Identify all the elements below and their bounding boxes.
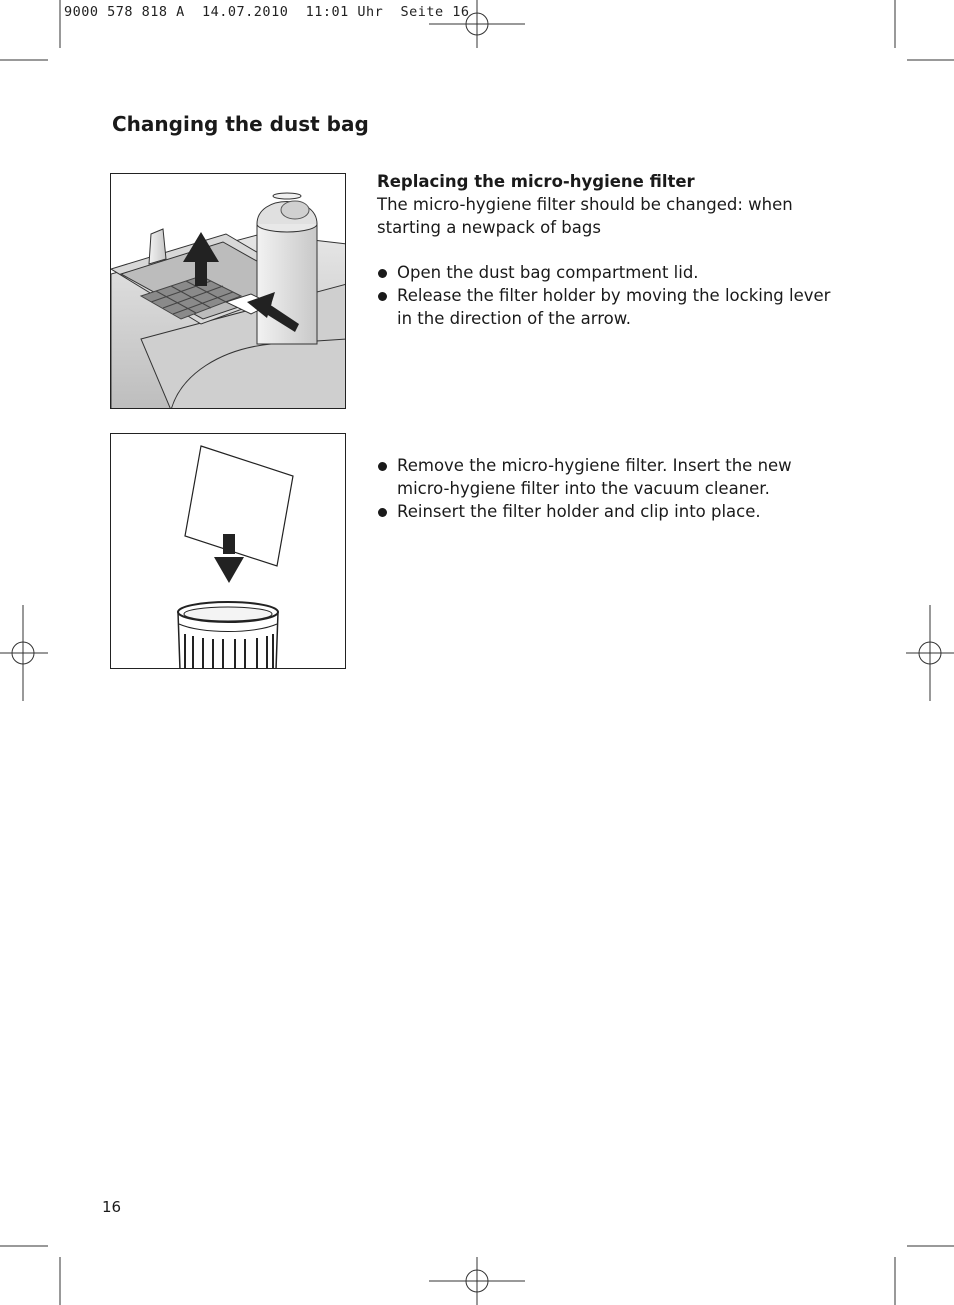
instruction-list: [377, 454, 847, 523]
section-intro: The micro-hygiene filter should be changed: when starting a newpack of bags: [377, 195, 793, 237]
illustration-filter-holder: [110, 173, 346, 409]
print-header: 9000 578 818 A 14.07.2010 11:01 Uhr Seite 16: [64, 4, 470, 20]
list-item: Remove the micro-hygiene filter. Insert the new micro-hygiene filter into the vacuum cleaner.: [377, 454, 847, 500]
instruction-list: [377, 261, 847, 330]
list-item: Reinsert the filter holder and clip into place.: [377, 500, 847, 523]
page-title: Changing the dust bag: [112, 112, 369, 136]
list-item: Release the filter holder by moving the locking lever in the direction of the arrow.: [377, 284, 847, 330]
illustration-filter-insert: [110, 433, 346, 669]
list-item: Open the dust bag compartment lid.: [377, 261, 847, 284]
section-subheading: Replacing the micro-hygiene filter: [377, 172, 695, 191]
section-insert-filter: [377, 454, 847, 523]
page-number: 16: [102, 1198, 122, 1216]
section-replacing-filter: [377, 170, 847, 330]
